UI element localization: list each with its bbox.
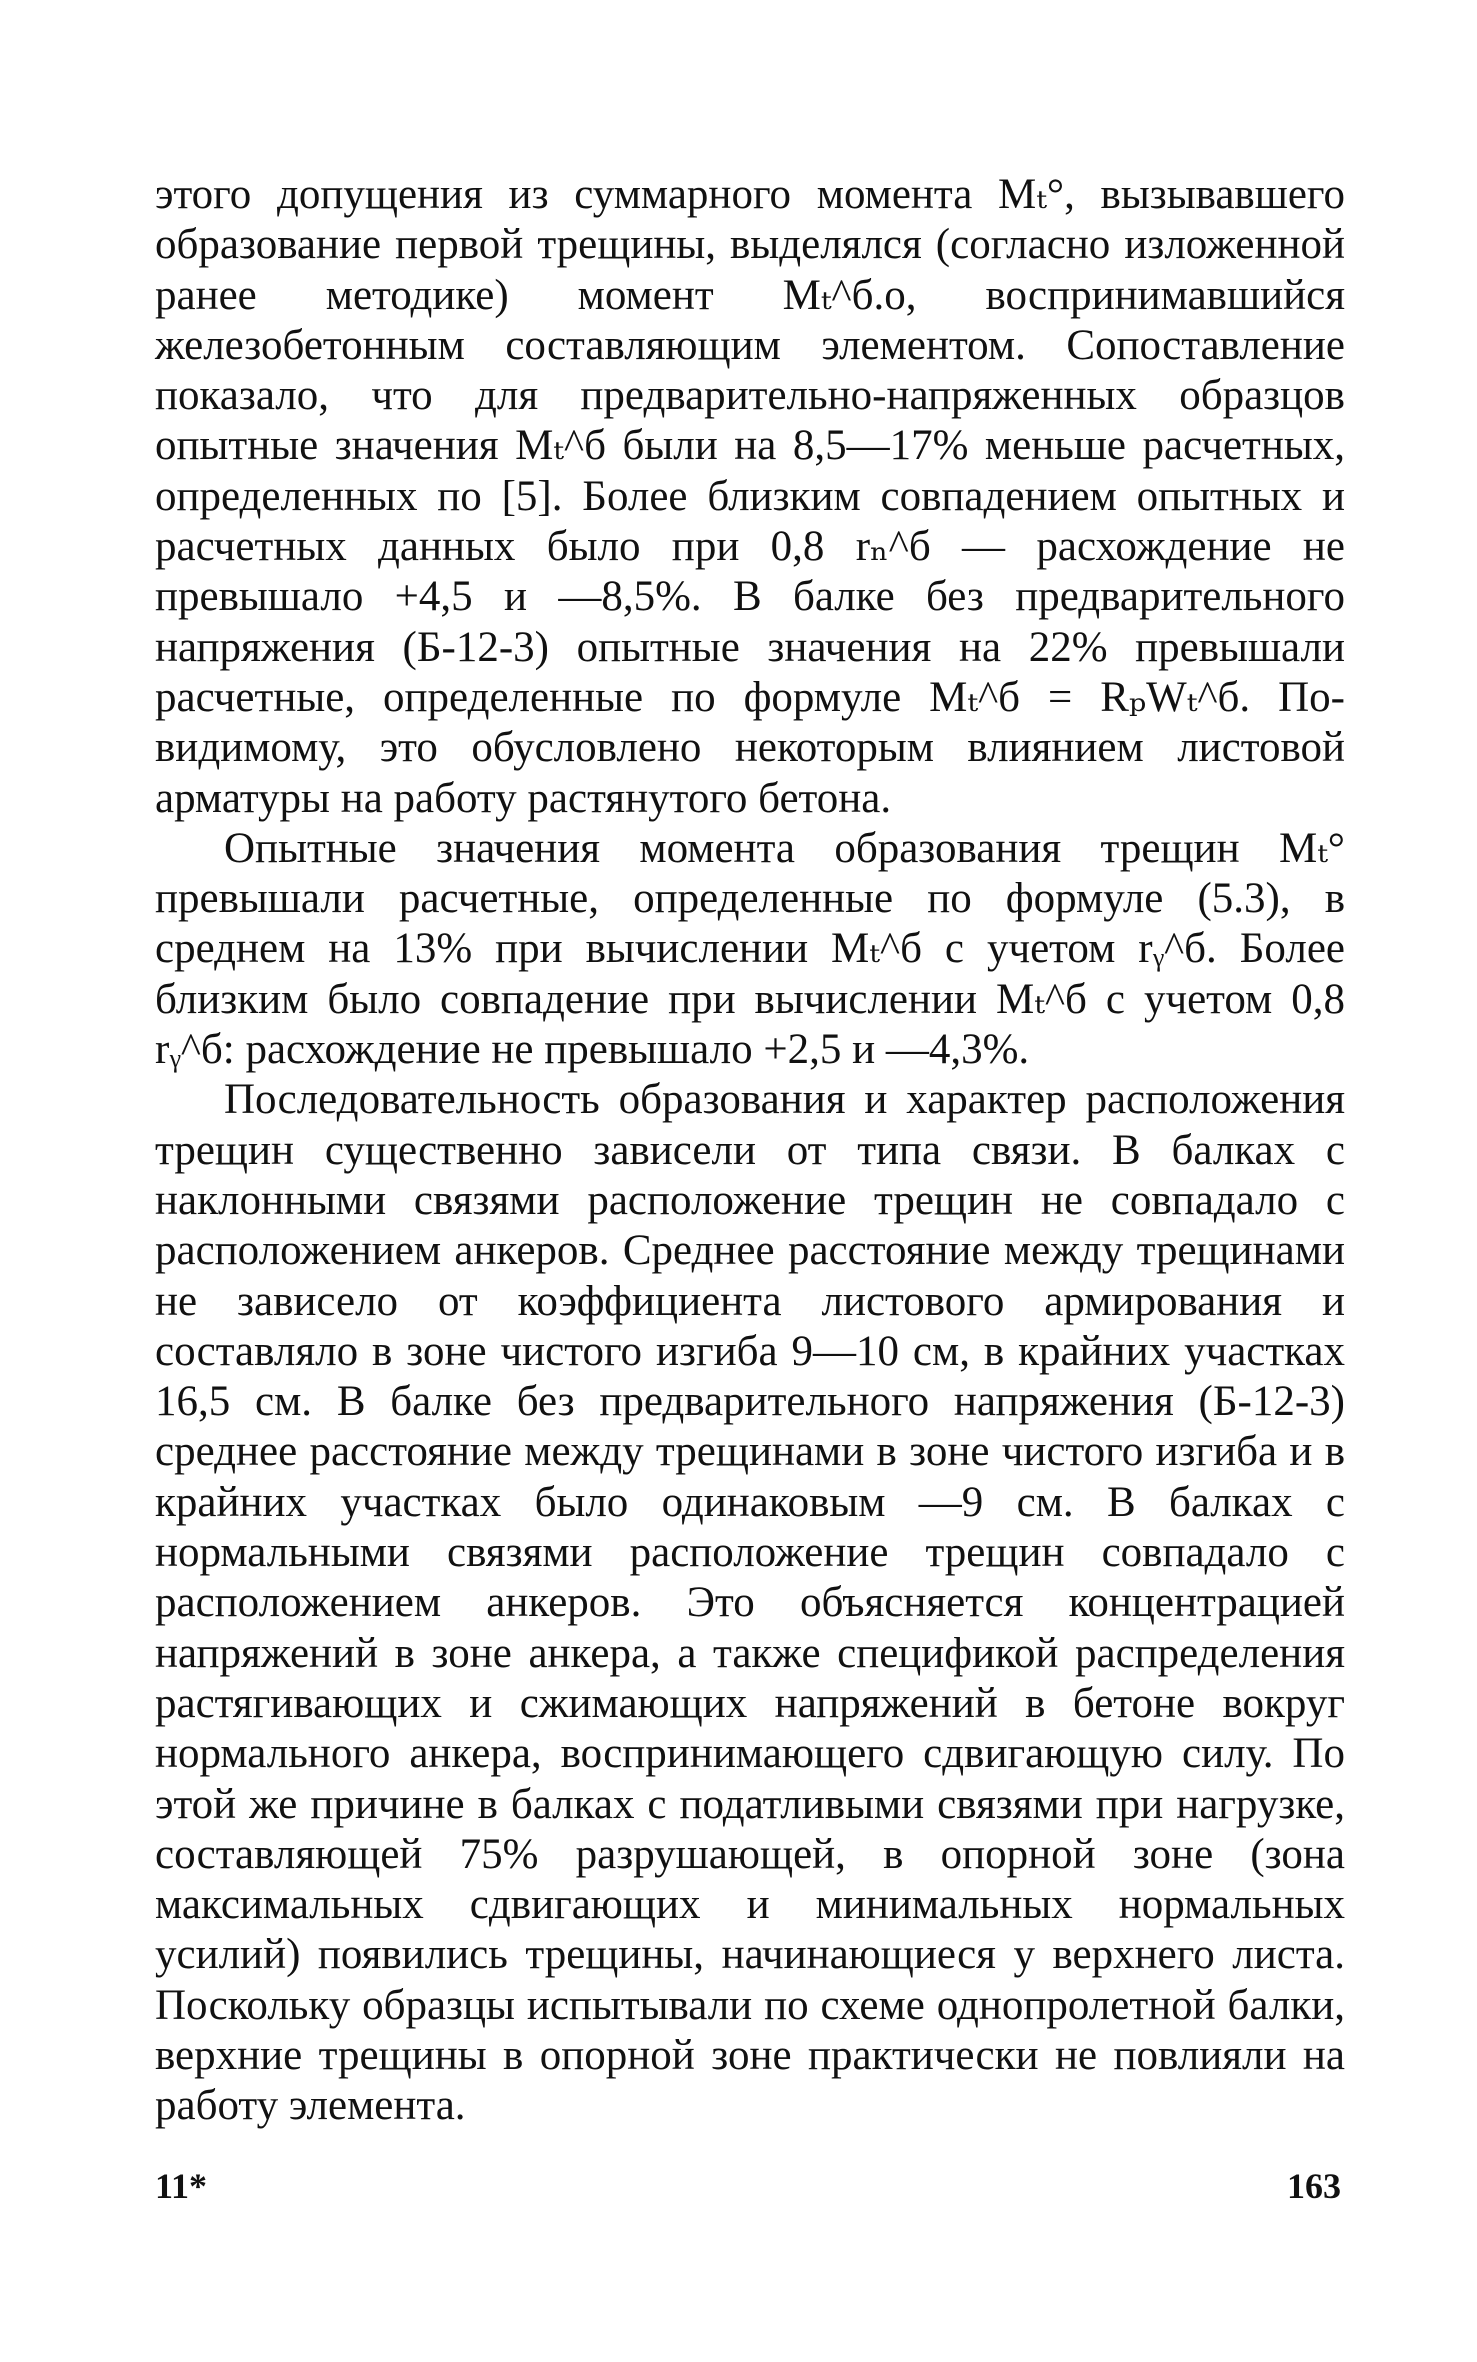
page-number: 163 — [1287, 2166, 1341, 2206]
paragraph-3: Последовательность образования и характер расположения трещин существенно зависели от типа связи. В балках с наклонными связями расположение трещин не совпадало с расположением анкеров. Среднее расстояние между трещинами не зависело от коэффициента листового армирования и составляло в зоне чистого изгиба 9—10 см, в крайних участках 16,5 см. В балке без предварительного напряжения (Б-12-3) среднее расстояние между трещинами в зоне чистого изгиба и в крайних участках было одинаковым —9 см. В балках с нормальными связями расположение трещин совпадало с расположением анкеров. Это объясняется концентрацией напряжений в зоне анкера, а также спецификой распределения растягивающих и сжимающих напряжений в бетоне вокруг нормального анкера, воспринимающего сдвигающую силу. По этой же причине в балках с податливыми связями при нагрузке, составляющей 75% разрушающей, в опорной зоне (зона максимальных сдвигающих и минимальных нормальных усилий) появились трещины, начинающиеся у верхнего листа. Поскольку образцы испытывали по схеме однопролетной балки, верхние трещины в опорной зоне практически не повлияли на работу элемента. — [155, 1076, 1345, 2130]
page-body — [155, 170, 1345, 2132]
signature-mark: 11* — [155, 2166, 208, 2206]
paragraph-1: этого допущения из суммарного момента Мₜ°, вызывавшего образование первой трещины, выделялся (согласно изложенной ранее методике) момент Мₜ^б.о, воспринимавшийся железобетонным составляющим элементом. Сопоставление показало, что для предварительно-напряженных образцов опытные значения Мₜ^б были на 8,5—17% меньше расчетных, определенных по [5]. Более близким совпадением опытных и расчетных данных было при 0,8 rₙ^б — расхождение не превышало +4,5 и —8,5%. В балке без предварительного напряжения (Б-12-3) опытные значения на 22% превышали расчетные, определенные по формуле Мₜ^б = RₚWₜ^б. По-видимому, это обусловлено некоторым влиянием листовой арматуры на работу растянутого бетона. — [155, 171, 1345, 822]
paragraph-2: Опытные значения момента образования трещин Мₜ° превышали расчетные, определенные по формуле (5.3), в среднем на 13% при вычислении Мₜ^б с учетом rᵧ^б. Более близким было совпадение при вычислении Мₜ^б с учетом 0,8 rᵧ^б: расхождение не превышало +2,5 и —4,3%. — [155, 824, 1345, 1074]
page-footer — [155, 2165, 1345, 2215]
